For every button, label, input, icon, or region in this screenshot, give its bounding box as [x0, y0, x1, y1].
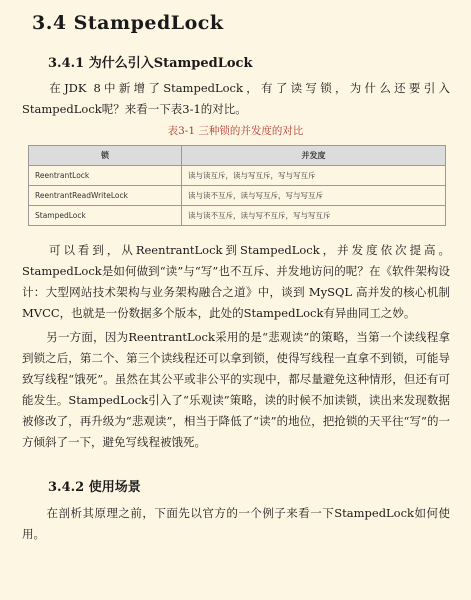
subsection-heading-why: 3.4.1 为什么引入StampedLock	[48, 56, 253, 71]
table-row	[29, 166, 446, 186]
lock-comparison-table	[28, 145, 446, 226]
subsection-heading-usage: 3.4.2 使用场景	[48, 480, 141, 495]
section-heading: 3.4 StampedLock	[32, 12, 224, 34]
paragraph-intro-text: 在JDK 8中新增了StampedLock，有了读写锁，为什么还要引入StampedLock呢？来看一下表3-1的对比。	[22, 81, 450, 116]
table-header-row	[29, 146, 446, 166]
table-cell-lock: ReentrantReadWriteLock	[29, 186, 182, 206]
table-header-concurrency: 并发度	[182, 146, 446, 166]
paragraph-concurrency-text: 可以看到，从ReentrantLock到StampedLock，并发度依次提高。StampedLock是如何做到“读”与“写”也不互斥、并发地访问的呢？在《软件架构设计：大型网站技术架构与业务架构融合之道》中，谈到 MySQL 高并发的核心机制 MVCC，也就是一份数据多个版本，此处的StampedLock有异曲同工之妙。	[22, 243, 450, 320]
paragraph-intro	[22, 78, 450, 120]
paragraph-usage	[22, 503, 450, 545]
table-caption: 表3-1 三种锁的并发度的对比	[167, 125, 304, 137]
table-cell-lock: StampedLock	[29, 206, 182, 226]
table-cell-concurrency: 读与读互斥，读与写互斥，写与写互斥	[182, 166, 446, 186]
table-cell-concurrency: 读与读不互斥，读与写不互斥，写与写互斥	[182, 206, 446, 226]
table-row	[29, 186, 446, 206]
table-cell-lock: ReentrantLock	[29, 166, 182, 186]
paragraph-optimistic-read-text: 另一方面，因为ReentrantLock采用的是“悲观读”的策略，当第一个读线程拿到锁之后，第二个、第三个读线程还可以拿到锁，使得写线程一直拿不到锁，可能导致写线程“饿死”。虽然在其公平或非公平的实现中，都尽量避免这种情形，但还有可能发生。StampedLock引入了“乐观读”策略，读的时候不加读锁，读出来发现数据被修改了，再升级为“悲观读”，相当于降低了“读”的地位，把抢锁的天平往“写”的一方倾斜了一下，避免写线程被饿死。	[22, 330, 450, 449]
paragraph-concurrency	[22, 240, 450, 324]
table-cell-concurrency: 读与读不互斥，读与写互斥，写与写互斥	[182, 186, 446, 206]
paragraph-usage-text: 在剖析其原理之前，下面先以官方的一个例子来看一下StampedLock如何使用。	[22, 506, 450, 541]
table-row	[29, 206, 446, 226]
table-header-lock: 锁	[29, 146, 182, 166]
paragraph-optimistic-read	[22, 327, 450, 453]
